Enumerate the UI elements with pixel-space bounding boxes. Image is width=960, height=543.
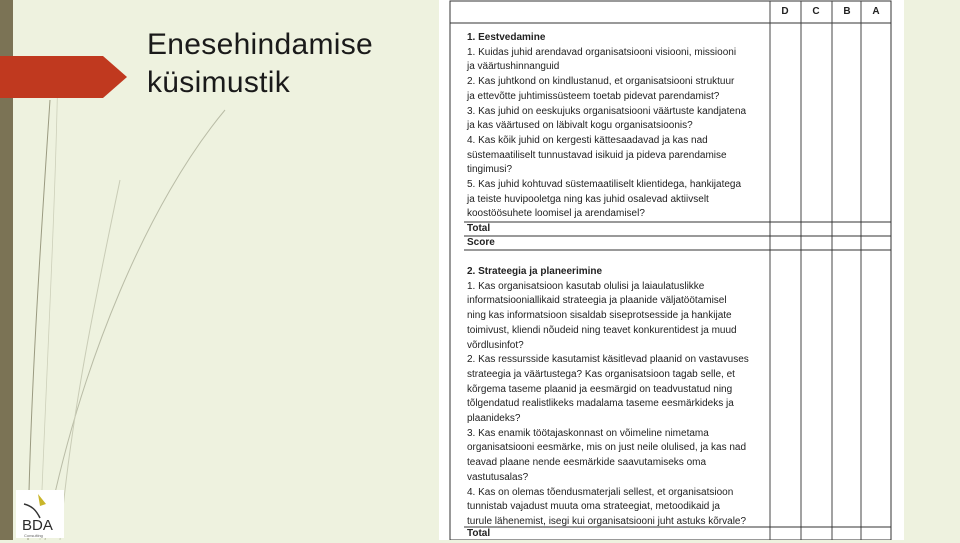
questionnaire-document bbox=[439, 0, 904, 540]
question-line: ja teiste huvipooletga ning kas juhid osalevad aktiivselt bbox=[467, 193, 709, 205]
section1-score-label: Score bbox=[467, 237, 495, 248]
question-line: informatsiooniallikaid strateegia ja plaanide väljatöötamisel bbox=[467, 295, 727, 307]
section1-total-label: Total bbox=[467, 223, 491, 234]
section2-heading: 2. Strateegia ja planeerimine bbox=[467, 266, 603, 277]
question-line: 3. Kas enamik töötajaskonnast on võimeline nimetama bbox=[467, 427, 709, 439]
question-line: 5. Kas juhid kohtuvad süstemaatiliselt klientidega, hankijatega bbox=[467, 179, 742, 191]
question-line: organisatsiooni eesmärke, mis on just neile olulised, ja kas nad bbox=[467, 442, 747, 454]
section2-questions bbox=[467, 265, 772, 530]
section1-questions bbox=[467, 31, 772, 222]
question-line: turule lähenemist, isegi kui organisatsiooni juht astuks kõrvale? bbox=[467, 515, 747, 527]
question-line: vastutusalas? bbox=[467, 471, 529, 483]
question-line: süstemaatiliselt tunnustavad isikuid ja pideva parendamise bbox=[467, 149, 727, 161]
question-line: ja ettevõtte juhtimissüsteem toetab pidevat parendamist? bbox=[467, 90, 720, 102]
question-line: strateegia ja väärtustega? Kas organisatsioon tagab selle, et bbox=[467, 368, 735, 380]
question-line: tõlgendatud realistlikeks madalama taseme eesmärkideks ja bbox=[467, 398, 734, 410]
question-line: kõrgema taseme plaanid ja eesmärgid on teadvustatud ning bbox=[467, 383, 733, 395]
slide-title-line2: küsimustik bbox=[147, 66, 291, 99]
question-line: 4. Kas on olemas tõendusmaterjali sellest, et organisatsioon bbox=[467, 486, 734, 498]
question-line: 4. Kas kõik juhid on kergesti kättesaadavad ja kas nad bbox=[467, 134, 708, 146]
question-line: ja kas väärtused on läbivalt kogu organisatsioonis? bbox=[467, 120, 693, 132]
question-line: 2. Kas juhtkond on kindlustanud, et organisatsiooni struktuur bbox=[467, 76, 735, 88]
question-line: plaanideks? bbox=[467, 413, 521, 425]
column-header-a: A bbox=[872, 6, 880, 17]
question-line: 3. Kas juhid on eeskujuks organisatsiooni väärtuste kandjatena bbox=[467, 105, 747, 117]
company-logo bbox=[16, 490, 64, 538]
slide-title bbox=[147, 26, 427, 102]
slide-title-line1: Enesehindamise bbox=[147, 28, 374, 61]
question-line: 1. Kuidas juhid arendavad organisatsiooni visiooni, missiooni bbox=[467, 46, 737, 58]
question-line: 1. Kas organisatsioon kasutab olulisi ja laiaulatuslikke bbox=[467, 280, 705, 292]
decorative-swoosh-line bbox=[40, 60, 58, 540]
section1-heading: 1. Eestvedamine bbox=[467, 32, 546, 43]
question-line: ning kas informatsioon sisaldab siseprotsesside ja hankijate bbox=[467, 310, 732, 322]
question-line: ja väärtushinnanguid bbox=[467, 61, 560, 73]
column-header-c: C bbox=[812, 6, 820, 17]
column-header-b: B bbox=[843, 6, 851, 17]
decorative-swoosh-line bbox=[28, 100, 50, 540]
title-accent-arrow bbox=[0, 56, 127, 98]
question-line: võrdlusinfot? bbox=[467, 339, 524, 351]
logo-mark-icon bbox=[16, 490, 64, 538]
decorative-swoosh-line bbox=[60, 180, 120, 540]
question-line: toimivust, kliendi nõudeid ning teavet konkurentidest ja muud bbox=[467, 324, 737, 336]
question-line: tunnistab vajadust muuta oma strateegiat, metoodikaid ja bbox=[467, 501, 720, 513]
question-line: 2. Kas ressursside kasutamist käsitlevad plaanid on vastavuses bbox=[467, 354, 749, 366]
decorative-swoosh-line bbox=[45, 110, 225, 540]
logo-text: BDA bbox=[22, 517, 53, 534]
question-line: koostöösuhete loomisel ja arendamisel? bbox=[467, 208, 645, 220]
logo-subtext: Consulting bbox=[24, 533, 43, 538]
question-line: teavad plaane nende eesmärkide saavutamiseks oma bbox=[467, 457, 707, 469]
question-line: tingimusi? bbox=[467, 164, 513, 176]
column-header-d: D bbox=[781, 6, 789, 17]
section2-total-label: Total bbox=[467, 528, 491, 539]
